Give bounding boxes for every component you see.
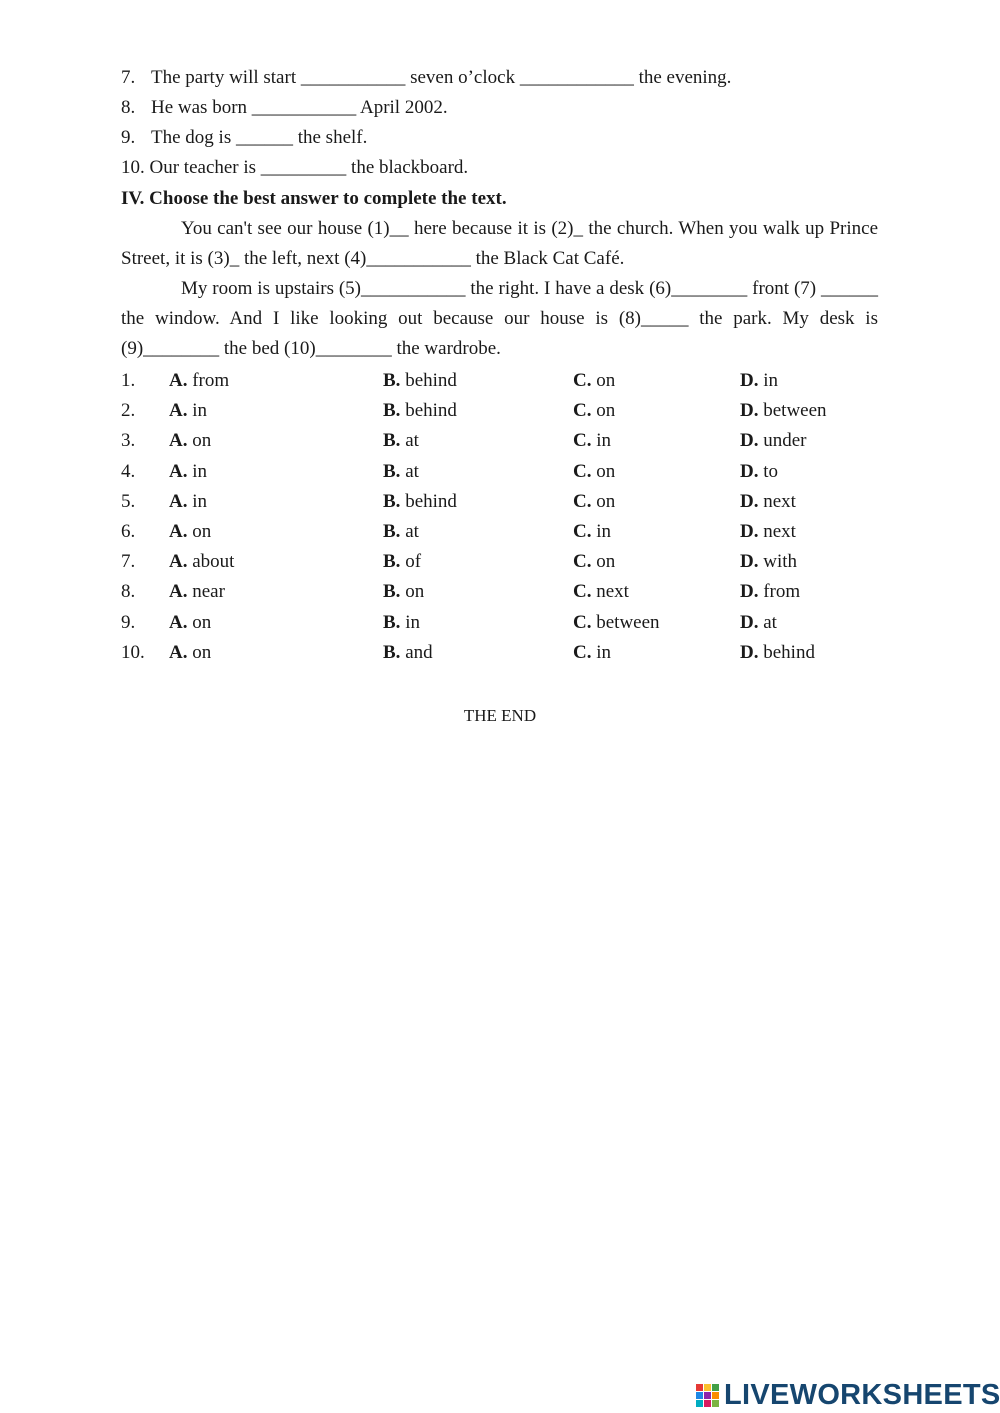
liveworksheets-grid-icon bbox=[696, 1384, 719, 1407]
option-c bbox=[573, 426, 740, 456]
option-letter: D. bbox=[740, 460, 759, 482]
option-number: 4. bbox=[121, 460, 136, 482]
option-text: of bbox=[405, 551, 422, 573]
option-b bbox=[383, 547, 573, 577]
logo-square bbox=[712, 1392, 719, 1399]
question-10 bbox=[121, 154, 468, 182]
option-text: behind bbox=[763, 641, 815, 663]
option-d bbox=[740, 638, 880, 668]
logo-square bbox=[704, 1384, 711, 1391]
passage-paragraph-1: You can't see our house (1)__ here because it is (2)_ the church. When you walk up Prince Street, it is (3)_ the left, next (4)___________ the Black Cat Café. bbox=[121, 218, 878, 269]
option-letter: A. bbox=[169, 551, 188, 573]
option-number: 2. bbox=[121, 400, 136, 422]
question-text: 10. Our teacher is _________ the blackboard. bbox=[121, 157, 469, 178]
option-a bbox=[169, 547, 383, 577]
option-letter: A. bbox=[169, 460, 188, 482]
logo-square bbox=[696, 1392, 703, 1399]
option-text: on bbox=[192, 521, 212, 543]
question-number: 7. bbox=[121, 67, 136, 88]
option-letter: B. bbox=[383, 611, 401, 633]
logo-square bbox=[712, 1400, 719, 1407]
option-d bbox=[740, 547, 880, 577]
option-c bbox=[573, 457, 740, 487]
option-letter: C. bbox=[573, 400, 592, 422]
option-text: in bbox=[192, 460, 208, 482]
the-end-label: THE END bbox=[463, 706, 537, 725]
question-8 bbox=[121, 94, 448, 122]
option-c bbox=[573, 638, 740, 668]
option-text: behind bbox=[405, 370, 457, 392]
option-number: 1. bbox=[121, 370, 136, 392]
option-b bbox=[383, 396, 573, 426]
option-c bbox=[573, 547, 740, 577]
option-text: on bbox=[192, 430, 212, 452]
option-c bbox=[573, 608, 740, 638]
option-letter: B. bbox=[383, 490, 401, 512]
option-text: at bbox=[405, 521, 419, 543]
option-b bbox=[383, 426, 573, 456]
option-letter: A. bbox=[169, 581, 188, 603]
option-letter: C. bbox=[573, 370, 592, 392]
option-letter: A. bbox=[169, 611, 188, 633]
option-text: next bbox=[596, 581, 629, 603]
option-text: in bbox=[405, 611, 420, 633]
option-text: next bbox=[763, 521, 796, 543]
option-row bbox=[121, 396, 880, 426]
option-number: 6. bbox=[121, 521, 136, 543]
answer-options-table bbox=[121, 366, 880, 668]
option-letter: D. bbox=[740, 400, 759, 422]
option-number: 5. bbox=[121, 490, 136, 512]
option-b bbox=[383, 608, 573, 638]
option-a bbox=[169, 638, 383, 668]
option-d bbox=[740, 457, 880, 487]
option-text: next bbox=[763, 490, 796, 512]
option-b bbox=[383, 366, 573, 396]
option-number: 10. bbox=[121, 641, 145, 663]
option-a bbox=[169, 426, 383, 456]
option-number: 7. bbox=[121, 551, 136, 573]
option-row bbox=[121, 517, 880, 547]
option-letter: B. bbox=[383, 641, 401, 663]
option-c bbox=[573, 396, 740, 426]
option-letter: C. bbox=[573, 490, 592, 512]
option-letter: D. bbox=[740, 641, 759, 663]
question-number: 9. bbox=[121, 127, 136, 148]
option-text: from bbox=[192, 370, 230, 392]
option-number: 9. bbox=[121, 611, 136, 633]
logo-square bbox=[712, 1384, 719, 1391]
option-text: on bbox=[596, 490, 616, 512]
option-row bbox=[121, 577, 880, 607]
option-text: on bbox=[596, 370, 616, 392]
option-text: at bbox=[763, 611, 777, 633]
option-row bbox=[121, 547, 880, 577]
option-a bbox=[169, 396, 383, 426]
option-c bbox=[573, 577, 740, 607]
liveworksheets-logo bbox=[696, 1380, 1000, 1410]
option-text: on bbox=[192, 611, 212, 633]
option-d bbox=[740, 577, 880, 607]
option-c bbox=[573, 487, 740, 517]
option-text: to bbox=[763, 460, 779, 482]
logo-square bbox=[696, 1384, 703, 1391]
question-9 bbox=[121, 124, 367, 152]
option-letter: B. bbox=[383, 370, 401, 392]
option-number: 3. bbox=[121, 430, 136, 452]
option-d bbox=[740, 608, 880, 638]
question-text: The dog is ______ the shelf. bbox=[151, 127, 368, 148]
option-row bbox=[121, 457, 880, 487]
option-letter: D. bbox=[740, 490, 759, 512]
option-letter: B. bbox=[383, 521, 401, 543]
option-letter: D. bbox=[740, 430, 759, 452]
question-7 bbox=[121, 64, 731, 92]
option-letter: C. bbox=[573, 430, 592, 452]
option-b bbox=[383, 457, 573, 487]
option-b bbox=[383, 517, 573, 547]
option-letter: B. bbox=[383, 430, 401, 452]
option-d bbox=[740, 426, 880, 456]
option-b bbox=[383, 577, 573, 607]
question-number: 8. bbox=[121, 97, 136, 118]
logo-square bbox=[704, 1400, 711, 1407]
option-letter: A. bbox=[169, 370, 188, 392]
option-letter: C. bbox=[573, 581, 592, 603]
option-c bbox=[573, 517, 740, 547]
option-text: behind bbox=[405, 490, 457, 512]
option-letter: C. bbox=[573, 611, 592, 633]
option-text: on bbox=[192, 641, 212, 663]
option-letter: B. bbox=[383, 581, 401, 603]
option-text: at bbox=[405, 460, 419, 482]
option-letter: C. bbox=[573, 521, 592, 543]
passage-paragraph-2: My room is upstairs (5)___________ the right. I have a desk (6)________ front (7) ______ the window. And I like looking out because our house is (8)_____ the park. My desk is (9)________ the bed (10)________ the wardrobe. bbox=[121, 278, 878, 359]
option-row bbox=[121, 608, 880, 638]
logo-square bbox=[704, 1392, 711, 1399]
option-letter: D. bbox=[740, 521, 759, 543]
option-row bbox=[121, 487, 880, 517]
option-text: in bbox=[596, 641, 612, 663]
option-b bbox=[383, 638, 573, 668]
option-text: with bbox=[763, 551, 798, 573]
option-text: near bbox=[192, 581, 225, 603]
option-d bbox=[740, 396, 880, 426]
option-text: between bbox=[596, 611, 660, 633]
option-a bbox=[169, 457, 383, 487]
option-d bbox=[740, 487, 880, 517]
option-a bbox=[169, 366, 383, 396]
option-letter: D. bbox=[740, 551, 759, 573]
option-text: at bbox=[405, 430, 419, 452]
option-c bbox=[573, 366, 740, 396]
option-letter: A. bbox=[169, 521, 188, 543]
option-text: in bbox=[596, 430, 612, 452]
logo-square bbox=[696, 1400, 703, 1407]
option-text: on bbox=[596, 551, 616, 573]
option-number: 8. bbox=[121, 581, 136, 603]
option-letter: D. bbox=[740, 611, 759, 633]
option-text: in bbox=[192, 490, 208, 512]
option-text: under bbox=[763, 430, 807, 452]
option-letter: B. bbox=[383, 460, 401, 482]
option-letter: C. bbox=[573, 460, 592, 482]
option-b bbox=[383, 487, 573, 517]
option-letter: A. bbox=[169, 400, 188, 422]
option-a bbox=[169, 517, 383, 547]
option-text: on bbox=[596, 460, 616, 482]
section-iv-heading: IV. Choose the best answer to complete the text. bbox=[121, 188, 507, 209]
option-text: about bbox=[192, 551, 235, 573]
option-text: in bbox=[596, 521, 612, 543]
option-text: from bbox=[763, 581, 801, 603]
option-letter: A. bbox=[169, 490, 188, 512]
option-d bbox=[740, 517, 880, 547]
option-row bbox=[121, 366, 880, 396]
question-text: The party will start ___________ seven o’clock ____________ the evening. bbox=[151, 67, 732, 88]
option-text: on bbox=[405, 581, 425, 603]
option-text: between bbox=[763, 400, 827, 422]
option-letter: A. bbox=[169, 430, 188, 452]
option-text: on bbox=[596, 400, 616, 422]
option-letter: B. bbox=[383, 400, 401, 422]
option-row bbox=[121, 426, 880, 456]
option-letter: C. bbox=[573, 641, 592, 663]
option-letter: C. bbox=[573, 551, 592, 573]
option-a bbox=[169, 577, 383, 607]
option-a bbox=[169, 608, 383, 638]
option-text: in bbox=[763, 370, 779, 392]
option-row bbox=[121, 638, 880, 668]
option-letter: A. bbox=[169, 641, 188, 663]
option-text: behind bbox=[405, 400, 457, 422]
option-letter: D. bbox=[740, 370, 759, 392]
option-text: and bbox=[405, 641, 433, 663]
option-letter: B. bbox=[383, 551, 401, 573]
option-a bbox=[169, 487, 383, 517]
option-d bbox=[740, 366, 880, 396]
option-letter: D. bbox=[740, 581, 759, 603]
question-text: He was born ___________ April 2002. bbox=[151, 97, 448, 118]
brand-name: LIVEWORKSHEETS bbox=[724, 1378, 1000, 1411]
option-text: in bbox=[192, 400, 208, 422]
reading-passage bbox=[121, 214, 878, 364]
